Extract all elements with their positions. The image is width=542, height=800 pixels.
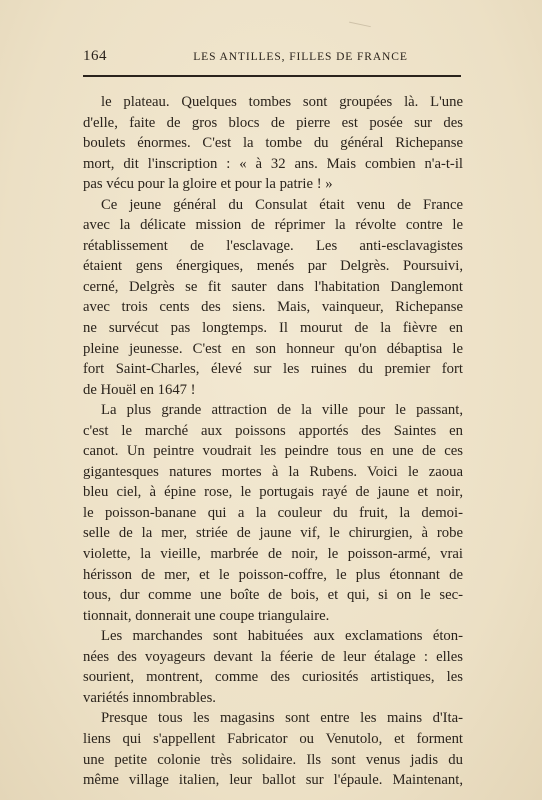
text-line: variétés innombrables. [83,689,216,706]
text-line: sourient, montrent, comme des curiosités artistiques, les [83,669,463,686]
paragraph [83,626,463,708]
text-line: le poisson-banane qui a la couleur du fruit, la demoi- [83,504,463,521]
text-line: mort, dit l'inscription : « à 32 ans. Mais combien n'a-t-il [83,155,463,172]
text-line: d'elle, faite de gros blocs de pierre est posée sur des [83,114,463,131]
text-line: selle de la mer, striée de jaune vif, le chirurgien, à robe [83,525,463,542]
header-rule [83,75,461,77]
text-line: tous, dur comme une boîte de bois, et qui, si on le sec- [83,587,463,604]
text-line: étaient gens énergiques, menés par Delgrès. Poursuivi, [83,258,463,275]
text-line: rétablissement de l'esclavage. Les anti-esclavagistes [83,237,463,254]
text-line: cerné, Delgrès se fit sauter dans l'habitation Danglemont [83,278,463,295]
text-line: Les marchandes sont habituées aux exclamations éton- [101,628,463,645]
text-line: Ce jeune général du Consulat était venu de France [101,196,463,213]
paragraph [83,195,463,400]
text-line: avec trois cents des siens. Mais, vainqueur, Richepanse [83,299,463,316]
text-line: tionnait, donnerait une coupe triangulaire. [83,607,330,624]
text-line: fort Saint-Charles, élevé sur les ruines du premier fort [83,361,463,378]
text-line: ne survécut pas longtemps. Il mourut de la fièvre en [83,320,463,337]
body-text [83,92,463,791]
text-line: pas vécu pour la gloire et pour la patrie ! » [83,176,333,193]
text-line: c'est le marché aux poissons apportés des Saintes en [83,422,463,439]
paragraph [83,92,463,195]
text-line: de Houël en 1647 ! [83,381,196,398]
text-line: nées des voyageurs devant la féerie de leur étalage : elles [83,648,463,665]
page-number: 164 [83,48,107,64]
text-line: hérisson de mer, et le poisson-coffre, le plus étonnant de [83,566,463,583]
text-line: canot. Un peintre voudrait les peindre tous en une de ces [83,443,463,460]
text-line: avec la délicate mission de réprimer la révolte contre le [83,217,463,234]
text-line: bleu ciel, à épine rose, le portugais rayé de jaune et noir, [83,484,463,501]
text-line: La plus grande attraction de la ville pour le passant, [101,402,463,419]
text-line: Presque tous les magasins sont entre les mains d'Ita- [101,710,463,727]
running-title: LES ANTILLES, FILLES DE FRANCE [193,51,408,63]
text-line: gigantesques natures mortes à la Rubens. Voici le zaoua [83,463,463,480]
page-corner-mark [349,12,373,27]
text-line: violette, la vieille, marbrée de noir, le poisson-armé, vrai [83,546,463,563]
paragraph [83,400,463,626]
page-header [83,48,460,70]
text-line: pleine jeunesse. C'est en son honneur qu'on débaptisa le [83,340,463,357]
text-line: liens qui s'appellent Fabricator ou Venutolo, et forment [83,730,463,747]
text-line: le plateau. Quelques tombes sont groupées là. L'une [101,94,463,110]
text-line: boulets énormes. C'est la tombe du général Richepanse [83,135,463,152]
paragraph [83,708,463,790]
text-line: même village italien, leur ballot sur l'épaule. Maintenant, [83,772,463,789]
text-line: une petite colonie très solidaire. Ils sont venus jadis du [83,751,463,768]
